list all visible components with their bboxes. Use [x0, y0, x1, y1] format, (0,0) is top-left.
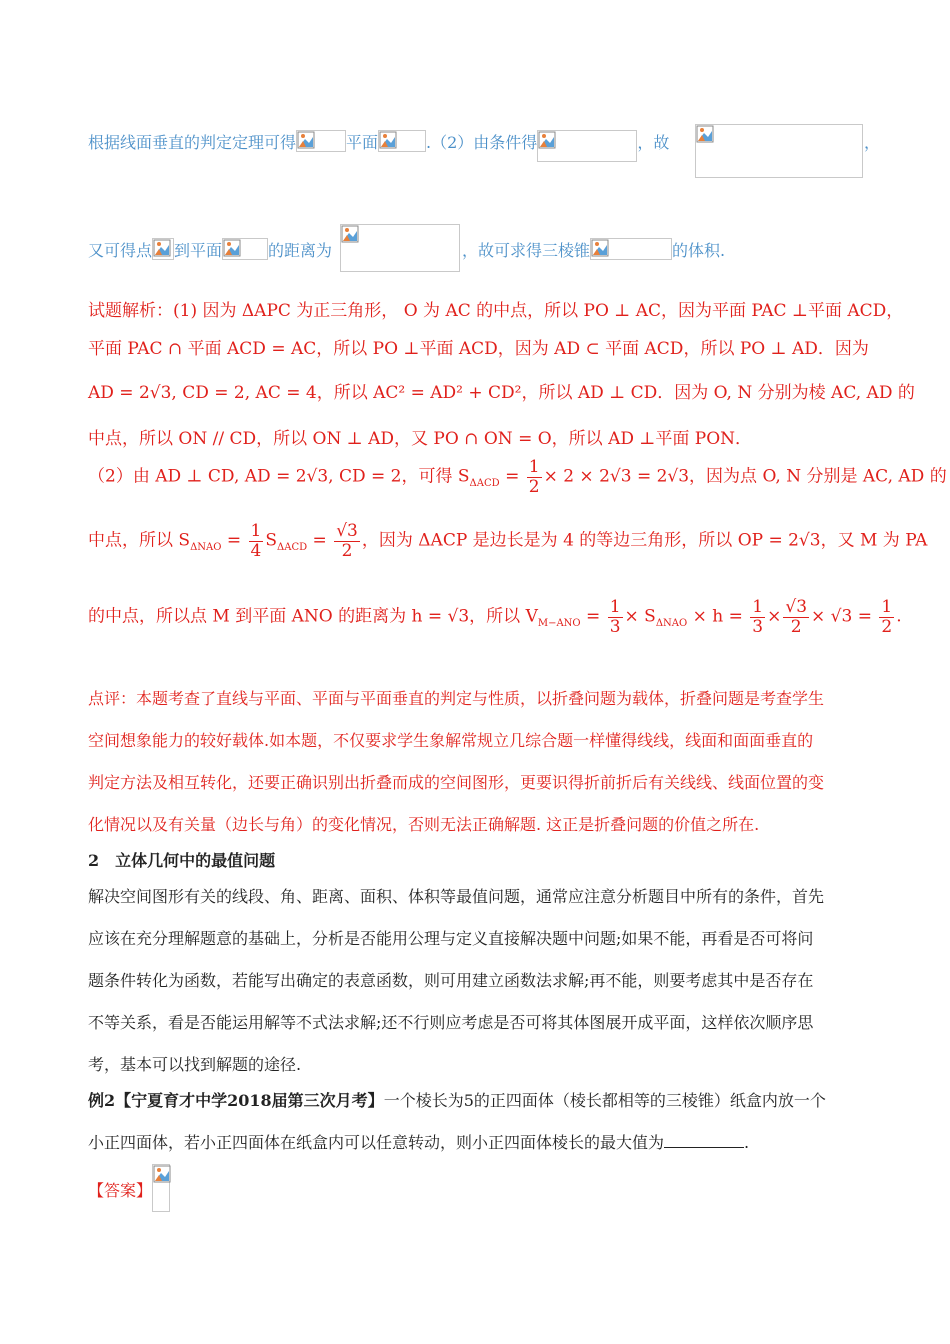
- formula-image: [152, 238, 174, 260]
- section-heading: 2 立体几何中的最值问题: [88, 851, 276, 870]
- fraction: $\frac{1}{2}$: [881, 597, 893, 637]
- section-paragraph-line: 应该在充分理解题意的基础上，分析是否能用公理与定义直接解决题中问题;如果不能，再看是否可将问: [88, 929, 814, 948]
- formula-image: [695, 124, 863, 178]
- analysis-text: 根据线面垂直的判定定理可得: [88, 133, 297, 152]
- solution-line-3: AD = 2√3, CD = 2, AC = 4，所以 AC² = AD² + CD²，所以 AD ⊥ CD．因为 O, N 分别为棱 AC, AD 的: [88, 383, 915, 403]
- solution-text: =: [307, 530, 333, 551]
- solution-line-4: 中点，所以 ON // CD，所以 ON ⊥ AD，又 PO ∩ ON = O，所以 AD ⊥平面 PON．: [88, 429, 753, 449]
- fraction: $\frac{1}{2}$: [528, 457, 540, 497]
- solution-line-5: [88, 458, 947, 496]
- example-source: 【宁夏育才中学2018届第三次月考】: [115, 1091, 384, 1110]
- solution-text: × S: [624, 606, 656, 627]
- broken-image-icon: [153, 239, 171, 257]
- fraction: $\frac{1}{3}$: [752, 597, 764, 637]
- solution-text: （2）由 AD ⊥ CD, AD = 2√3, CD = 2，可得 S: [88, 466, 470, 487]
- broken-image-icon: [538, 131, 556, 149]
- broken-image-icon: [379, 131, 397, 149]
- solution-line-7: [88, 598, 902, 636]
- solution-text: × 2 × 2√3 = 2√3，因为点 O, N 分别是 AC, AD 的: [543, 466, 947, 487]
- formula-image: [537, 130, 637, 162]
- formula-image: [296, 130, 346, 152]
- solution-line-2: 平面 PAC ∩ 平面 ACD = AC，所以 PO ⊥平面 ACD，因为 AD ⊂ 平面 ACD，所以 PO ⊥ AD．因为: [88, 339, 869, 359]
- solution-text: 的中点，所以点 M 到平面 ANO 的距离为 h = √3，所以 V: [88, 606, 538, 627]
- subscript: M−ANO: [537, 618, 581, 630]
- solution-text: S: [265, 530, 278, 551]
- analysis-text: ，故: [637, 133, 670, 152]
- fraction: $\frac{√3}{2}$: [336, 521, 358, 561]
- fraction: $\frac{1}{3}$: [609, 597, 621, 637]
- broken-image-icon: [153, 1165, 171, 1183]
- fraction: $\frac{1}{4}$: [250, 521, 262, 561]
- analysis-line-2: [88, 238, 332, 261]
- analysis-text: ，: [864, 133, 881, 152]
- subscript: ΔACD: [469, 478, 500, 490]
- formula-image: [222, 238, 268, 260]
- section-paragraph-line: 考，基本可以找到解题的途径.: [88, 1055, 302, 1074]
- example-text: 一个棱长为5的正四面体（棱长都相等的三棱锥）纸盒内放一个: [383, 1091, 826, 1110]
- solution-text: =: [580, 606, 606, 627]
- solution-text: =: [221, 530, 247, 551]
- example-line-1: [88, 1088, 826, 1111]
- solution-text: =: [499, 466, 525, 487]
- solution-text: ，因为 ΔACP 是边长是为 4 的等边三角形，所以 OP = 2√3，又 M 为 PA: [361, 530, 928, 551]
- answer-blank: [664, 1133, 744, 1148]
- answer-label: 【答案】: [88, 1181, 153, 1200]
- analysis-line-1: [88, 130, 669, 162]
- analysis-line-2b: [462, 238, 725, 261]
- subscript: ΔACD: [277, 542, 308, 554]
- solution-text: ×: [767, 606, 782, 627]
- section-paragraph-line: 不等关系，看是否能运用解等不式法求解;还不行则应考虑是否可将其体图展开成平面，这样依次顺序思: [88, 1013, 814, 1032]
- solution-text: × h =: [687, 606, 749, 627]
- formula-image: [340, 224, 460, 272]
- broken-image-icon: [223, 239, 241, 257]
- analysis-text: 平面: [346, 133, 379, 152]
- analysis-text: .（2）由条件得: [426, 133, 538, 152]
- formula-image: [378, 130, 426, 152]
- example-text: .: [744, 1133, 750, 1152]
- subscript: ΔNAO: [190, 542, 222, 554]
- broken-image-icon: [696, 125, 714, 143]
- solution-line-1: 试题解析：(1) 因为 ΔAPC 为正三角形， O 为 AC 的中点，所以 PO ⊥ AC，因为平面 PAC ⊥平面 ACD，: [88, 301, 904, 321]
- analysis-text: ，故可求得三棱锥: [462, 241, 591, 260]
- solution-text: .: [896, 606, 902, 627]
- analysis-text: 的距离为: [268, 241, 333, 260]
- broken-image-icon: [297, 131, 315, 149]
- formula-image: [152, 1164, 170, 1212]
- comment-line-2: 空间想象能力的较好载体.如本题，不仅要求学生象解常规立几综合题一样懂得线线，线面和面面垂直的: [88, 731, 814, 750]
- example-line-2: [88, 1130, 749, 1153]
- fraction: $\frac{√3}{2}$: [785, 597, 808, 637]
- broken-image-icon: [341, 225, 359, 243]
- solution-text: 中点，所以 S: [88, 530, 191, 551]
- formula-image: [590, 238, 672, 260]
- example-text: 小正四面体，若小正四面体在纸盒内可以任意转动，则小正四面体棱长的最大值为: [88, 1133, 665, 1152]
- analysis-text: 的体积.: [672, 241, 726, 260]
- solution-text: × √3 =: [811, 606, 878, 627]
- section-paragraph-line: 题条件转化为函数，若能写出确定的表意函数，则可用建立函数法求解;再不能，则要考虑其中是否存在: [88, 971, 814, 990]
- analysis-text: 又可得点: [88, 241, 153, 260]
- subscript: ΔNAO: [655, 618, 688, 630]
- comment-line-3: 判定方法及相互转化，还要正确识别出折叠而成的空间图形，更要识得折前折后有关线线、线面位置的变: [88, 773, 825, 792]
- comment-line-4: 化情况以及有关量（边长与角）的变化情况，否则无法正确解题. 这正是折叠问题的价值之所在.: [88, 815, 760, 834]
- example-label: 例2: [88, 1091, 116, 1110]
- analysis-text: 到平面: [174, 241, 223, 260]
- comment-line-1: 点评：本题考查了直线与平面、平面与平面垂直的判定与性质，以折叠问题为载体，折叠问题是考查学生: [88, 689, 825, 708]
- solution-line-6: [88, 522, 927, 560]
- broken-image-icon: [591, 239, 609, 257]
- section-paragraph-line: 解决空间图形有关的线段、角、距离、面积、体积等最值问题，通常应注意分析题目中所有的条件，首先: [88, 887, 825, 906]
